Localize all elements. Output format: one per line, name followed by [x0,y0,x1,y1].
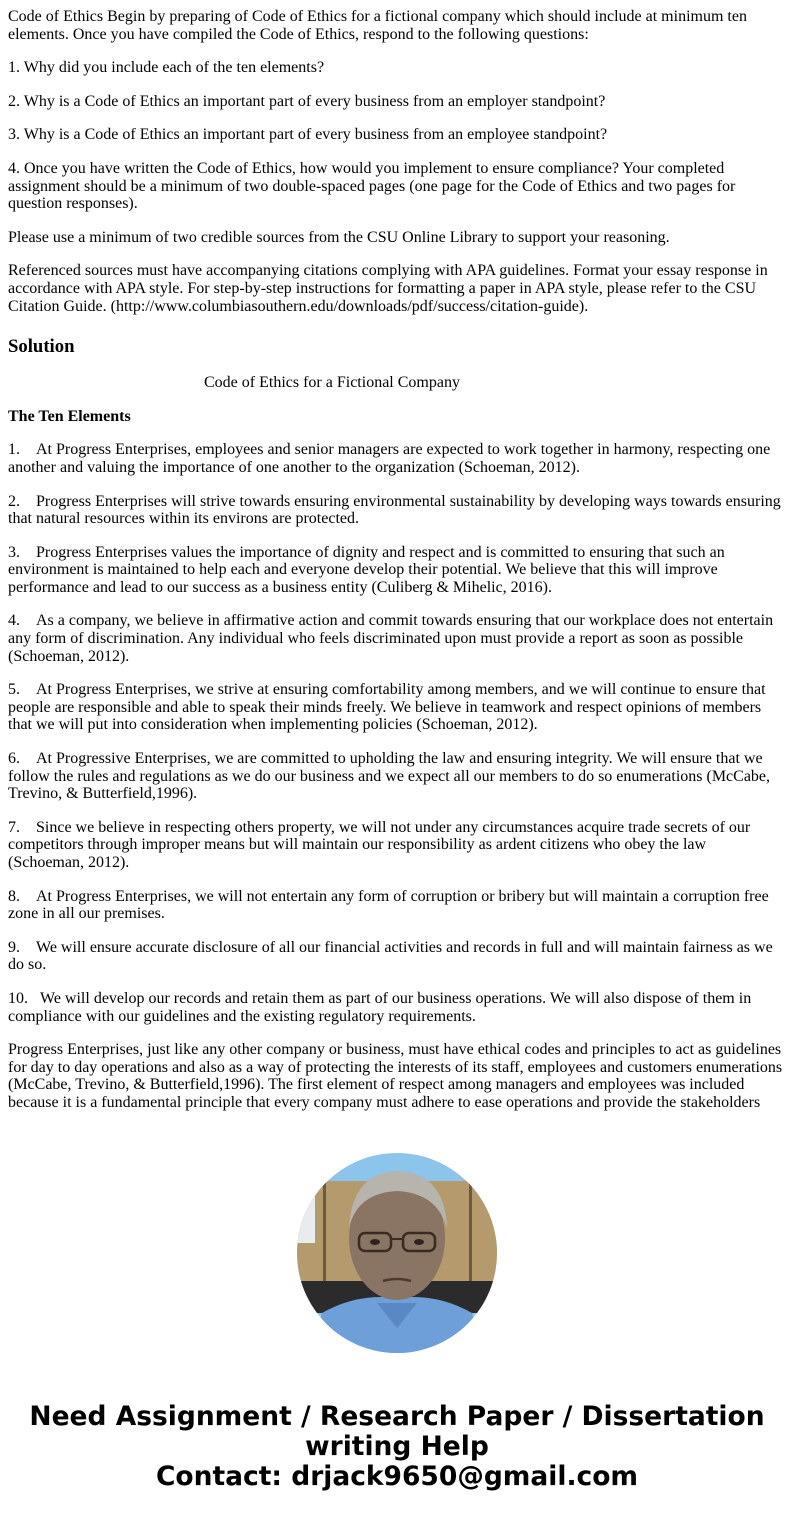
element-text: We will develop our records and retain them as part of our business operations. We will also dispose of them in compliance with our guidelines and the existing regulatory requirements. [8,989,752,1025]
element-item [8,750,786,803]
element-number: 1. [8,441,20,459]
solution-title: Code of Ethics for a Fictional Company [204,374,460,392]
promo-banner [0,1402,794,1492]
element-item [8,544,786,597]
element-number: 4. [8,612,20,630]
element-number: 6. [8,750,20,768]
element-item [8,441,786,476]
question-item-2: 2. Why is a Code of Ethics an important part of every business from an employer standpoint? [8,92,606,110]
elements-subheading: The Ten Elements [8,407,131,425]
document-body [8,0,786,1124]
element-number: 5. [8,681,20,699]
element-number: 8. [8,887,20,905]
question-item-4: 4. Once you have written the Code of Ethics, how would you implement to ensure compliance? Your completed assignment should be a minimum of two double-spaced pages (one page for the Code of Ethics and two pages for question responses). [8,159,736,213]
question-intro: Code of Ethics Begin by preparing of Code of Ethics for a fictional company which should include at minimum ten elements. Once you have compiled the Code of Ethics, respond to the following questions: [8,8,747,43]
discussion-paragraph: Progress Enterprises, just like any other company or business, must have ethical codes and principles to act as guidelines for day to day operations and also as a way of protecting the interests of its staff, employees and customers enumerations (McCabe, Trevino, & Butterfield,1996). The first element of respect among managers and employees was included because it is a fundamental principle that every company must adhere to ease operations and provide the stakeholders [8,1041,783,1111]
author-avatar [297,1153,497,1353]
element-text: Progress Enterprises values the importance of dignity and respect and is committed to ensuring that such an environment is maintained to help each and everyone develop their potential. We believe that this will improve performance and lead to our success as a business entity (Culiberg & Mihelic, 2016). [8,543,725,596]
element-number: 7. [8,818,20,836]
apa-note: Referenced sources must have accompanying citations complying with APA guidelines. Format your essay response in accordance with APA style. For step-by-step instructions for formatting a paper in APA style, please refer to the CSU Citation Guide. (http://www.columbiasouthern.edu/downloads/pdf/success/citation-guide). [8,262,768,315]
element-item [8,939,786,974]
promo-line-2: writing Help [305,1431,489,1462]
question-item-1: 1. Why did you include each of the ten elements? [8,59,325,77]
element-number: 2. [8,492,20,510]
element-item [8,612,786,665]
element-text: At Progressive Enterprises, we are committed to upholding the law and ensuring integrity. We will ensure that we follow the rules and regulations as we do our business and we expect all our members to do so enumerations (McCabe, Trevino, & Butterfield,1996). [8,750,771,803]
element-text: At Progress Enterprises, we will not entertain any form of corruption or bribery but will maintain a corruption free zone in all our premises. [8,887,769,923]
element-number: 9. [8,938,20,956]
sources-note: Please use a minimum of two credible sources from the CSU Online Library to support your reasoning. [8,228,670,246]
element-number: 3. [8,543,20,561]
element-item [8,493,786,528]
element-number: 10. [8,989,28,1007]
element-item [8,819,786,872]
element-item [8,888,786,923]
element-text: Since we believe in respecting others property, we will not under any circumstances acquire trade secrets of our competitors through improper means but will maintain our responsibility as ardent citizens who obey the law (Schoeman, 2012). [8,818,751,871]
element-text: At Progress Enterprises, we strive at ensuring comfortability among members, and we will continue to ensure that people are responsible and able to speak their minds freely. We believe in teamwork and respect opinions of members that we will put into consideration when implementing policies (Schoeman, 2012). [8,681,766,734]
element-text: Progress Enterprises will strive towards ensuring environmental sustainability by developing ways towards ensuring that natural resources within its environs are protected. [8,492,781,528]
element-item [8,990,786,1025]
element-item [8,681,786,734]
element-text: We will ensure accurate disclosure of all our financial activities and records in full and will maintain fairness as we do so. [8,938,773,974]
promo-line-1: Need Assignment / Research Paper / Dissertation [29,1401,765,1432]
promo-contact: Contact: drjack9650@gmail.com [155,1461,639,1492]
portrait-photo-icon [297,1153,497,1353]
element-text: As a company, we believe in affirmative action and commit towards ensuring that our workplace does not entertain any form of discrimination. Any individual who feels discriminated upon must provide a report as soon as possible (Schoeman, 2012). [8,612,774,665]
solution-heading: Solution [8,336,75,358]
question-item-3: 3. Why is a Code of Ethics an important part of every business from an employee standpoint? [8,126,608,144]
element-text: At Progress Enterprises, employees and senior managers are expected to work together in harmony, respecting one another and valuing the importance of one another to the organization (Schoeman, 2012). [8,441,771,476]
